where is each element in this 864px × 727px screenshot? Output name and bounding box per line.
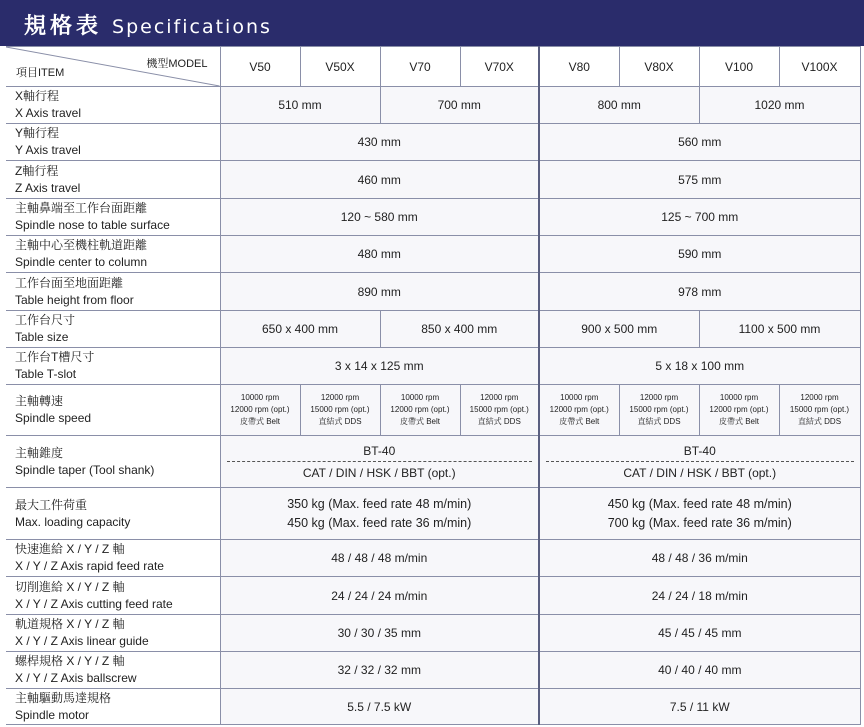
row-label xyxy=(6,540,220,577)
label-chinese: 主軸中心至機柱軌道距離 xyxy=(15,238,148,252)
label-english: Table height from floor xyxy=(15,292,134,307)
spec-value: 5.5 / 7.5 kW xyxy=(220,689,539,725)
label-english: X / Y / Z Axis linear guide xyxy=(15,634,149,648)
spindle-speed-cell xyxy=(779,385,860,436)
row-label xyxy=(6,689,220,725)
specifications-table xyxy=(6,46,861,725)
label-english: Table size xyxy=(15,330,69,344)
spec-row-rapid-feed xyxy=(6,540,860,577)
spec-row-x-travel xyxy=(6,87,860,124)
label-english: Max. loading capacity xyxy=(15,514,131,529)
spindle-speed-cell xyxy=(539,385,619,436)
spec-row-table-size xyxy=(6,311,860,348)
spec-row-table-tslot xyxy=(6,348,860,385)
label-english: Spindle motor xyxy=(15,707,90,722)
spec-value: 800 mm xyxy=(539,87,699,124)
spec-value: 480 mm xyxy=(220,236,539,273)
page-header xyxy=(0,0,864,46)
speed-optional: 15000 rpm (opt.) xyxy=(469,405,529,414)
label-chinese: 主軸錐度 xyxy=(15,445,64,460)
spec-value: 560 mm xyxy=(539,124,860,161)
load-line: 700 kg (Max. feed rate 36 m/min) xyxy=(607,515,792,530)
speed-standard: 12000 rpm xyxy=(639,393,679,402)
row-label xyxy=(6,652,220,689)
label-chinese: 工作台T槽尺寸 xyxy=(15,350,95,364)
spec-value: 850 x 400 mm xyxy=(380,311,539,348)
label-chinese: 切削進給 X / Y / Z 軸 xyxy=(15,579,125,594)
spec-row-spindle-motor xyxy=(6,689,860,725)
spec-value: 1100 x 500 mm xyxy=(699,311,860,348)
spec-value: 590 mm xyxy=(539,236,860,273)
model-header: V70X xyxy=(460,47,539,87)
row-label xyxy=(6,87,220,124)
drive-type: 皮帶式 Belt xyxy=(718,417,759,426)
label-chinese: 快速進給 X / Y / Z 軸 xyxy=(15,542,125,556)
label-english: Table T-slot xyxy=(15,367,77,381)
spec-value: 5 x 18 x 100 mm xyxy=(539,348,860,385)
label-chinese: 主軸驅動馬達規格 xyxy=(15,690,112,705)
speed-optional: 12000 rpm (opt.) xyxy=(709,405,769,414)
speed-standard: 12000 rpm xyxy=(480,393,519,402)
label-english: Spindle center to column xyxy=(15,255,148,269)
row-label xyxy=(6,577,220,615)
loading-capacity-cell xyxy=(539,488,860,540)
spindle-taper-cell xyxy=(220,436,539,488)
spec-value: 24 / 24 / 18 m/min xyxy=(539,577,860,615)
spec-value: 40 / 40 / 40 mm xyxy=(539,652,860,689)
spec-value: 650 x 400 mm xyxy=(220,311,380,348)
spec-value: 48 / 48 / 48 m/min xyxy=(220,540,539,577)
spec-row-cutting-feed xyxy=(6,577,860,615)
title-chinese: 規格表 xyxy=(24,14,103,39)
spindle-speed-cell xyxy=(220,385,300,436)
spec-row-loading-capacity xyxy=(6,488,860,540)
taper-optional: CAT / DIN / HSK / BBT (opt.) xyxy=(623,465,777,480)
model-header: V70 xyxy=(380,47,460,87)
load-line: 350 kg (Max. feed rate 48 m/min) xyxy=(287,496,472,511)
spec-row-table-height xyxy=(6,273,860,311)
loading-capacity-cell xyxy=(220,488,539,540)
spec-row-ballscrew xyxy=(6,652,860,689)
page-title xyxy=(24,9,272,40)
label-chinese: 工作台面至地面距離 xyxy=(15,275,124,290)
label-chinese: X軸行程 xyxy=(15,89,60,103)
spec-row-spindle-taper xyxy=(6,436,860,488)
drive-type: 直結式 DDS xyxy=(797,417,842,426)
model-header: V50X xyxy=(300,47,380,87)
row-label xyxy=(6,273,220,311)
drive-type: 皮帶式 Belt xyxy=(559,417,600,426)
spec-value: 900 x 500 mm xyxy=(539,311,699,348)
speed-standard: 10000 rpm xyxy=(240,393,280,402)
spec-row-spindle-center xyxy=(6,236,860,273)
spindle-speed-cell xyxy=(300,385,380,436)
model-header: V80X xyxy=(619,47,699,87)
speed-optional: 12000 rpm (opt.) xyxy=(230,405,290,414)
taper-standard: BT-40 xyxy=(683,443,716,458)
label-english: Y Axis travel xyxy=(15,143,81,157)
row-label xyxy=(6,199,220,236)
speed-standard: 12000 rpm xyxy=(800,393,839,402)
spec-value: 3 x 14 x 125 mm xyxy=(220,348,539,385)
speed-optional: 15000 rpm (opt.) xyxy=(310,405,370,414)
speed-standard: 12000 rpm xyxy=(320,393,360,402)
spec-row-z-travel xyxy=(6,161,860,199)
label-english: Spindle nose to table surface xyxy=(15,218,170,232)
speed-standard: 10000 rpm xyxy=(719,393,759,402)
spec-value: 510 mm xyxy=(220,87,380,124)
row-label xyxy=(6,236,220,273)
model-header: V80 xyxy=(539,47,619,87)
label-english: Spindle speed xyxy=(15,411,92,425)
spec-row-spindle-nose xyxy=(6,199,860,236)
speed-optional: 15000 rpm (opt.) xyxy=(789,405,850,414)
model-header: V100 xyxy=(699,47,779,87)
label-chinese: 主軸鼻端至工作台面距離 xyxy=(15,201,148,215)
spec-value: 575 mm xyxy=(539,161,860,199)
drive-type: 皮帶式 Belt xyxy=(239,417,280,426)
spec-value: 48 / 48 / 36 m/min xyxy=(539,540,860,577)
row-label xyxy=(6,161,220,199)
label-chinese: Y軸行程 xyxy=(15,126,60,140)
load-line: 450 kg (Max. feed rate 36 m/min) xyxy=(287,515,472,530)
speed-optional: 12000 rpm (opt.) xyxy=(549,405,609,414)
spec-value: 120 ~ 580 mm xyxy=(220,199,539,236)
speed-optional: 12000 rpm (opt.) xyxy=(390,405,450,414)
taper-optional: CAT / DIN / HSK / BBT (opt.) xyxy=(302,465,456,480)
spec-value: 24 / 24 / 24 m/min xyxy=(220,577,539,615)
row-label xyxy=(6,385,220,436)
spec-value: 430 mm xyxy=(220,124,539,161)
row-label xyxy=(6,311,220,348)
label-english: Spindle taper (Tool shank) xyxy=(15,462,155,477)
corner-item-label: 項目ITEM xyxy=(16,67,65,79)
spec-value: 125 ~ 700 mm xyxy=(539,199,860,236)
drive-type: 皮帶式 Belt xyxy=(399,417,440,426)
drive-type: 直結式 DDS xyxy=(477,417,521,426)
label-english: Z Axis travel xyxy=(15,180,81,195)
row-label xyxy=(6,615,220,652)
label-chinese: 螺桿規格 X / Y / Z 軸 xyxy=(15,654,125,668)
spec-row-y-travel xyxy=(6,124,860,161)
title-english: Specifications xyxy=(112,16,272,38)
row-label xyxy=(6,488,220,540)
spec-row-linear-guide xyxy=(6,615,860,652)
label-chinese: 最大工件荷重 xyxy=(15,497,88,512)
label-english: X / Y / Z Axis cutting feed rate xyxy=(15,596,173,611)
spindle-speed-cell xyxy=(380,385,460,436)
label-english: X Axis travel xyxy=(15,106,82,120)
spindle-taper-cell xyxy=(539,436,860,488)
label-english: X / Y / Z Axis ballscrew xyxy=(15,671,137,685)
spindle-speed-cell xyxy=(619,385,699,436)
spec-value: 30 / 30 / 35 mm xyxy=(220,615,539,652)
corner-model-label: 機型MODEL xyxy=(146,58,208,70)
spec-value: 890 mm xyxy=(220,273,539,311)
speed-standard: 10000 rpm xyxy=(400,393,440,402)
row-label xyxy=(6,436,220,488)
spec-value: 45 / 45 / 45 mm xyxy=(539,615,860,652)
spec-value: 1020 mm xyxy=(699,87,860,124)
label-chinese: 軌道規格 X / Y / Z 軸 xyxy=(15,617,125,631)
spec-row-spindle-speed xyxy=(6,385,860,436)
spindle-speed-cell xyxy=(460,385,539,436)
spec-value: 7.5 / 11 kW xyxy=(539,689,860,725)
spindle-speed-cell xyxy=(699,385,779,436)
row-label xyxy=(6,348,220,385)
speed-standard: 10000 rpm xyxy=(560,393,599,402)
drive-type: 直結式 DDS xyxy=(637,417,681,426)
label-chinese: 工作台尺寸 xyxy=(15,313,76,327)
header-corner-cell xyxy=(6,47,220,87)
label-chinese: 主軸轉速 xyxy=(15,394,64,408)
taper-standard: BT-40 xyxy=(363,443,396,458)
spec-value: 978 mm xyxy=(539,273,860,311)
spec-value: 32 / 32 / 32 mm xyxy=(220,652,539,689)
drive-type: 直結式 DDS xyxy=(318,417,362,426)
label-chinese: Z軸行程 xyxy=(15,163,59,178)
spec-value: 700 mm xyxy=(380,87,539,124)
label-english: X / Y / Z Axis rapid feed rate xyxy=(15,559,164,573)
row-label xyxy=(6,124,220,161)
load-line: 450 kg (Max. feed rate 48 m/min) xyxy=(607,496,792,511)
model-header: V50 xyxy=(220,47,300,87)
spec-value: 460 mm xyxy=(220,161,539,199)
model-header: V100X xyxy=(779,47,860,87)
speed-optional: 15000 rpm (opt.) xyxy=(629,405,689,414)
